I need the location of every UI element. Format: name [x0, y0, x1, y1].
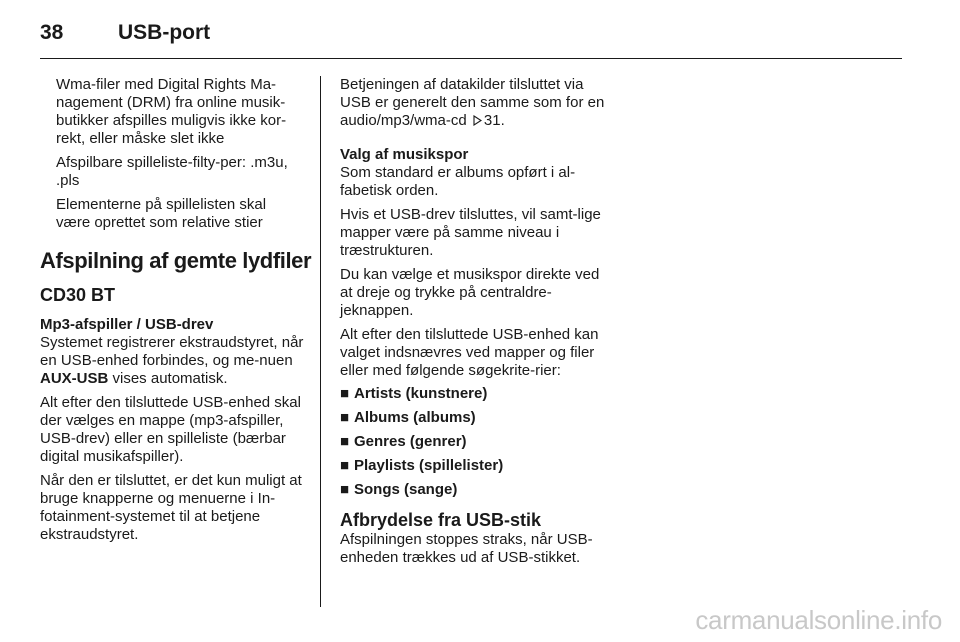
- subsection-heading-cd30bt: CD30 BT: [40, 285, 116, 305]
- watermark: carmanualsonline.info: [695, 605, 942, 635]
- detection-text-start: Systemet registrerer ekstraudstyret, når en USB-enhed forbindes, og me-nuen: [40, 334, 304, 369]
- page-reference-arrow-icon: [473, 115, 482, 126]
- right-column: [340, 76, 606, 573]
- paragraph-folder-level: Hvis et USB-drev tilsluttes, vil samt-lige mapper være på samme niveau i træstrukturen.: [340, 206, 601, 259]
- list-item: [340, 481, 606, 499]
- list-item-label: Artists (kunstnere): [354, 385, 488, 402]
- paragraph-search-criteria: Alt efter den tilsluttede USB-enhed kan valget indsnævres ved mapper og filer eller med følgende søgekrite-rier:: [340, 326, 599, 379]
- playlist-filetypes-note: Afspilbare spilleliste-filty-per: .m3u, .pls: [56, 154, 288, 189]
- paragraph-operation: [340, 76, 606, 130]
- operation-text: Betjeningen af datakilder tilsluttet via USB er generelt den samme som for en audio/mp3/wma-cd: [340, 76, 605, 129]
- list-item-label: Genres (genrer): [354, 433, 467, 450]
- list-item-label: Songs (sange): [354, 481, 458, 498]
- page-title: USB-port: [118, 21, 211, 44]
- drm-note: Wma-filer med Digital Rights Ma-nagement (DRM) fra online musik-butikker afspilles muligvis ikke kor-rekt, eller måske slet ikke: [56, 76, 287, 147]
- list-item: [340, 409, 606, 427]
- paragraph-alphabetical: Som standard er albums opført i al-fabetisk orden.: [340, 164, 576, 199]
- bullet-square-icon: ■: [340, 385, 350, 402]
- paragraph-controls: Når den er tilsluttet, er det kun muligt at bruge knapperne og menuerne i In-fotainment-systemet til at betjene ekstraudstyret.: [40, 472, 302, 543]
- heading-disconnect: Afbrydelse fra USB-stik: [340, 510, 542, 530]
- left-column: [40, 76, 312, 550]
- heading-track-selection: Valg af musikspor: [340, 146, 469, 163]
- paragraph-disconnect: Afspilningen stoppes straks, når USB-enheden trækkes ud af USB-stikket.: [340, 531, 593, 566]
- playlist-paths-note: Elementerne på spillelisten skal være oprettet som relative stier: [56, 196, 267, 231]
- detection-text-end: vises automatisk.: [108, 370, 228, 387]
- aux-usb-label: AUX-USB: [40, 370, 109, 387]
- list-item: [340, 457, 606, 475]
- bullet-square-icon: ■: [340, 481, 350, 498]
- page-reference: 31.: [483, 112, 505, 129]
- column-divider: [320, 76, 321, 607]
- paragraph-detection: [40, 334, 304, 388]
- list-item-label: Playlists (spillelister): [354, 457, 504, 474]
- bullet-square-icon: ■: [340, 433, 350, 450]
- paragraph-folder-select: Alt efter den tilsluttede USB-enhed skal der vælges en mappe (mp3-afspiller, USB-drev) eller en spilleliste (bærbar digital musikafspiller).: [40, 394, 301, 465]
- list-item-label: Albums (albums): [354, 409, 476, 426]
- page-number: 38: [40, 21, 64, 44]
- list-item: [340, 385, 606, 403]
- paragraph-direct-select: Du kan vælge et musikspor direkte ved at dreje og trykke på centraldre-jeknappen.: [340, 266, 600, 319]
- bullet-square-icon: ■: [340, 457, 350, 474]
- header-rule: [40, 58, 902, 59]
- list-item: [340, 433, 606, 451]
- heading-mp3-usb: Mp3-afspiller / USB-drev: [40, 316, 214, 333]
- bullet-square-icon: ■: [340, 409, 350, 426]
- section-heading-playback: Afspilning af gemte lydfiler: [40, 248, 312, 273]
